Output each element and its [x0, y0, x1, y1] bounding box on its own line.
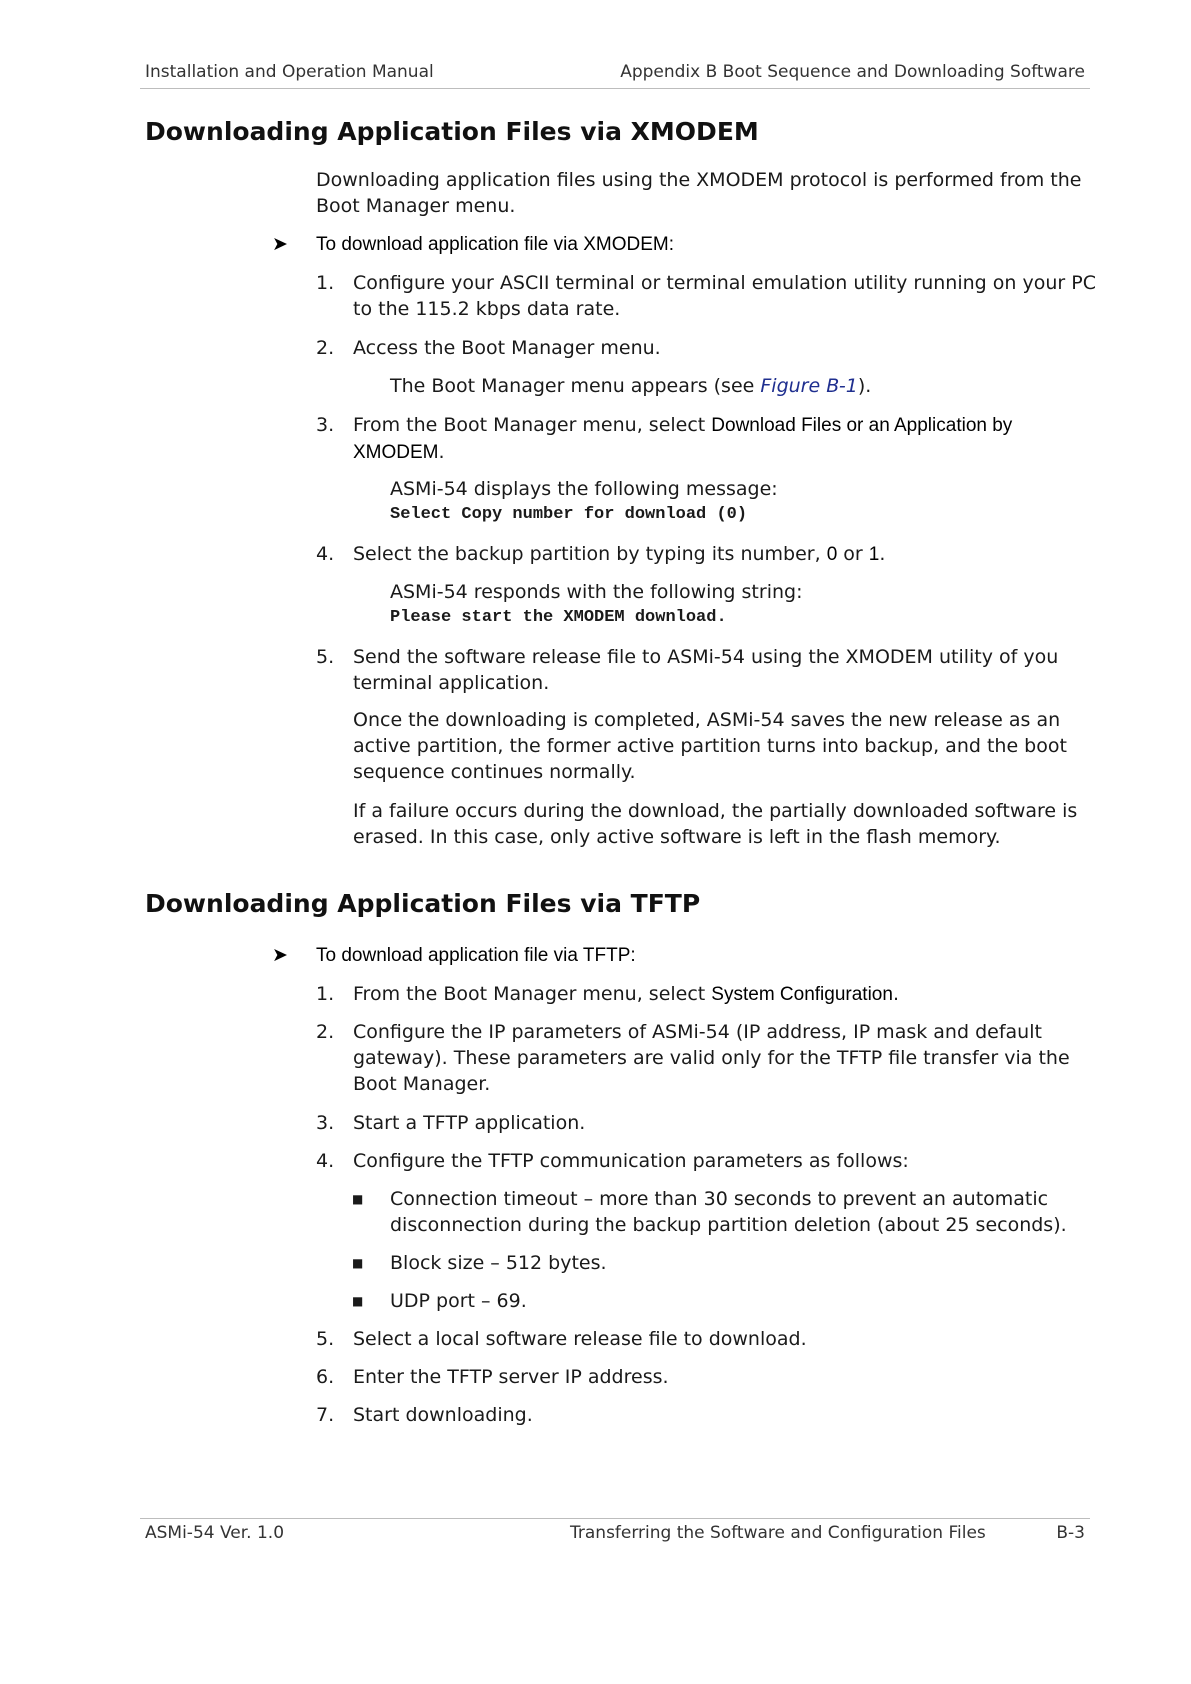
- step-text: From the Boot Manager menu, select: [353, 414, 712, 436]
- step-number: 1.: [316, 983, 335, 1005]
- procedure-label: To download application file via XMODEM:: [316, 234, 675, 255]
- tftp-step-1: [353, 981, 899, 1008]
- section-heading-xmodem: Downloading Application Files via XMODEM: [145, 117, 759, 146]
- header-chapter-title: Appendix B Boot Sequence and Downloading Software: [620, 62, 1085, 82]
- header-divider: [140, 88, 1090, 89]
- menu-option-ref: Download Files or an Application by: [711, 415, 1013, 436]
- step-line: Configure your ASCII terminal or terminal emulation utility running on your PC: [353, 272, 1096, 294]
- section-heading-tftp: Downloading Application Files via TFTP: [145, 889, 701, 918]
- menu-option-ref: System Configuration: [711, 984, 893, 1005]
- note-text: ASMi-54 responds with the following string:: [390, 581, 803, 603]
- page-header: [145, 62, 1085, 82]
- tftp-bullet-udp-port: UDP port – 69.: [390, 1290, 527, 1312]
- xmodem-intro-line: Downloading application files using the XMODEM protocol is performed from the: [316, 169, 1082, 191]
- xmodem-intro: [316, 167, 1081, 219]
- bullet-line: Connection timeout – more than 30 seconds to prevent an automatic: [390, 1188, 1049, 1210]
- procedure-title-xmodem: [272, 232, 674, 258]
- xmodem-step-3: [353, 412, 1093, 466]
- terminal-message: Please start the XMODEM download.: [390, 608, 727, 627]
- step-line: Boot Manager.: [353, 1073, 491, 1095]
- tftp-step-7: Start downloading.: [353, 1404, 533, 1426]
- tftp-bullet-block-size: Block size – 512 bytes.: [390, 1252, 607, 1274]
- figure-link[interactable]: Figure B-1: [760, 375, 858, 397]
- step-text: .: [438, 441, 445, 463]
- procedure-title-tftp: [272, 943, 636, 969]
- menu-option-ref: XMODEM: [353, 442, 439, 463]
- step-line: Configure the IP parameters of ASMi-54 (IP address, IP mask and default: [353, 1021, 1042, 1043]
- note-text: ).: [857, 375, 872, 397]
- bullet-icon: ■: [352, 1294, 364, 1308]
- para-line: erased. In this case, only active software is left in the flash memory.: [353, 826, 1001, 848]
- xmodem-paragraph-completed: [353, 707, 1067, 785]
- xmodem-paragraph-failure: [353, 798, 1077, 850]
- xmodem-intro-line: Boot Manager menu.: [316, 195, 516, 217]
- terminal-message: Select Copy number for download (0): [390, 505, 748, 524]
- para-line: sequence continues normally.: [353, 761, 636, 783]
- step-number: 4.: [316, 543, 335, 565]
- xmodem-step-4-note: [390, 579, 802, 631]
- header-manual-title: Installation and Operation Manual: [145, 62, 434, 82]
- step-number: 3.: [316, 414, 335, 436]
- bullet-icon: ■: [352, 1192, 364, 1206]
- tftp-step-5: Select a local software release file to download.: [353, 1328, 807, 1350]
- step-line: gateway). These parameters are valid only for the TFTP file transfer via the: [353, 1047, 1070, 1069]
- para-line: Once the downloading is completed, ASMi-54 saves the new release as an: [353, 709, 1061, 731]
- procedure-label: To download application file via TFTP:: [316, 945, 636, 966]
- para-line: active partition, the former active partition turns into backup, and the boot: [353, 735, 1067, 757]
- step-line: Send the software release file to ASMi-54 using the XMODEM utility of you: [353, 646, 1059, 668]
- step-number: 2.: [316, 1021, 335, 1043]
- step-number: 5.: [316, 646, 335, 668]
- value-ref: 0: [826, 544, 838, 565]
- step-number: 4.: [316, 1150, 335, 1172]
- footer-chapter: Transferring the Software and Configuration Files: [570, 1523, 986, 1543]
- step-number: 7.: [316, 1404, 335, 1426]
- step-number: 5.: [316, 1328, 335, 1350]
- page-number: B-3: [1056, 1523, 1085, 1543]
- note-text: The Boot Manager menu appears (see: [390, 375, 761, 397]
- note-text: ASMi-54 displays the following message:: [390, 478, 778, 500]
- tftp-step-2: [353, 1019, 1070, 1097]
- footer-product-version: ASMi-54 Ver. 1.0: [145, 1523, 285, 1543]
- step-number: 3.: [316, 1112, 335, 1134]
- tftp-step-3: Start a TFTP application.: [353, 1112, 586, 1134]
- step-line: to the 115.2 kbps data rate.: [353, 298, 621, 320]
- step-number: 2.: [316, 337, 335, 359]
- procedure-arrow-icon: ➤: [272, 945, 288, 966]
- xmodem-step-3-note: [390, 476, 778, 528]
- step-line: terminal application.: [353, 672, 550, 694]
- bullet-line: disconnection during the backup partition deletion (about 25 seconds).: [390, 1214, 1067, 1236]
- para-line: If a failure occurs during the download, the partially downloaded software is: [353, 800, 1078, 822]
- xmodem-step-2-note: [390, 373, 871, 399]
- procedure-arrow-icon: ➤: [272, 234, 288, 255]
- step-text: From the Boot Manager menu, select: [353, 983, 712, 1005]
- page-footer: [145, 1523, 1085, 1545]
- footer-divider: [140, 1518, 1090, 1519]
- step-text: Select the backup partition by typing its number,: [353, 543, 827, 565]
- tftp-step-6: Enter the TFTP server IP address.: [353, 1366, 669, 1388]
- xmodem-step-4: [353, 541, 885, 568]
- tftp-bullet-timeout: [390, 1186, 1067, 1238]
- step-text: .: [879, 543, 886, 565]
- bullet-icon: ■: [352, 1256, 364, 1270]
- value-ref: 1: [868, 544, 880, 565]
- xmodem-step-2: Access the Boot Manager menu.: [353, 337, 661, 359]
- xmodem-step-1: [353, 270, 1096, 322]
- step-text: .: [892, 983, 899, 1005]
- tftp-step-4: Configure the TFTP communication parameters as follows:: [353, 1150, 909, 1172]
- step-number: 6.: [316, 1366, 335, 1388]
- step-text: or: [837, 543, 869, 565]
- step-number: 1.: [316, 272, 335, 294]
- xmodem-step-5: [353, 644, 1058, 696]
